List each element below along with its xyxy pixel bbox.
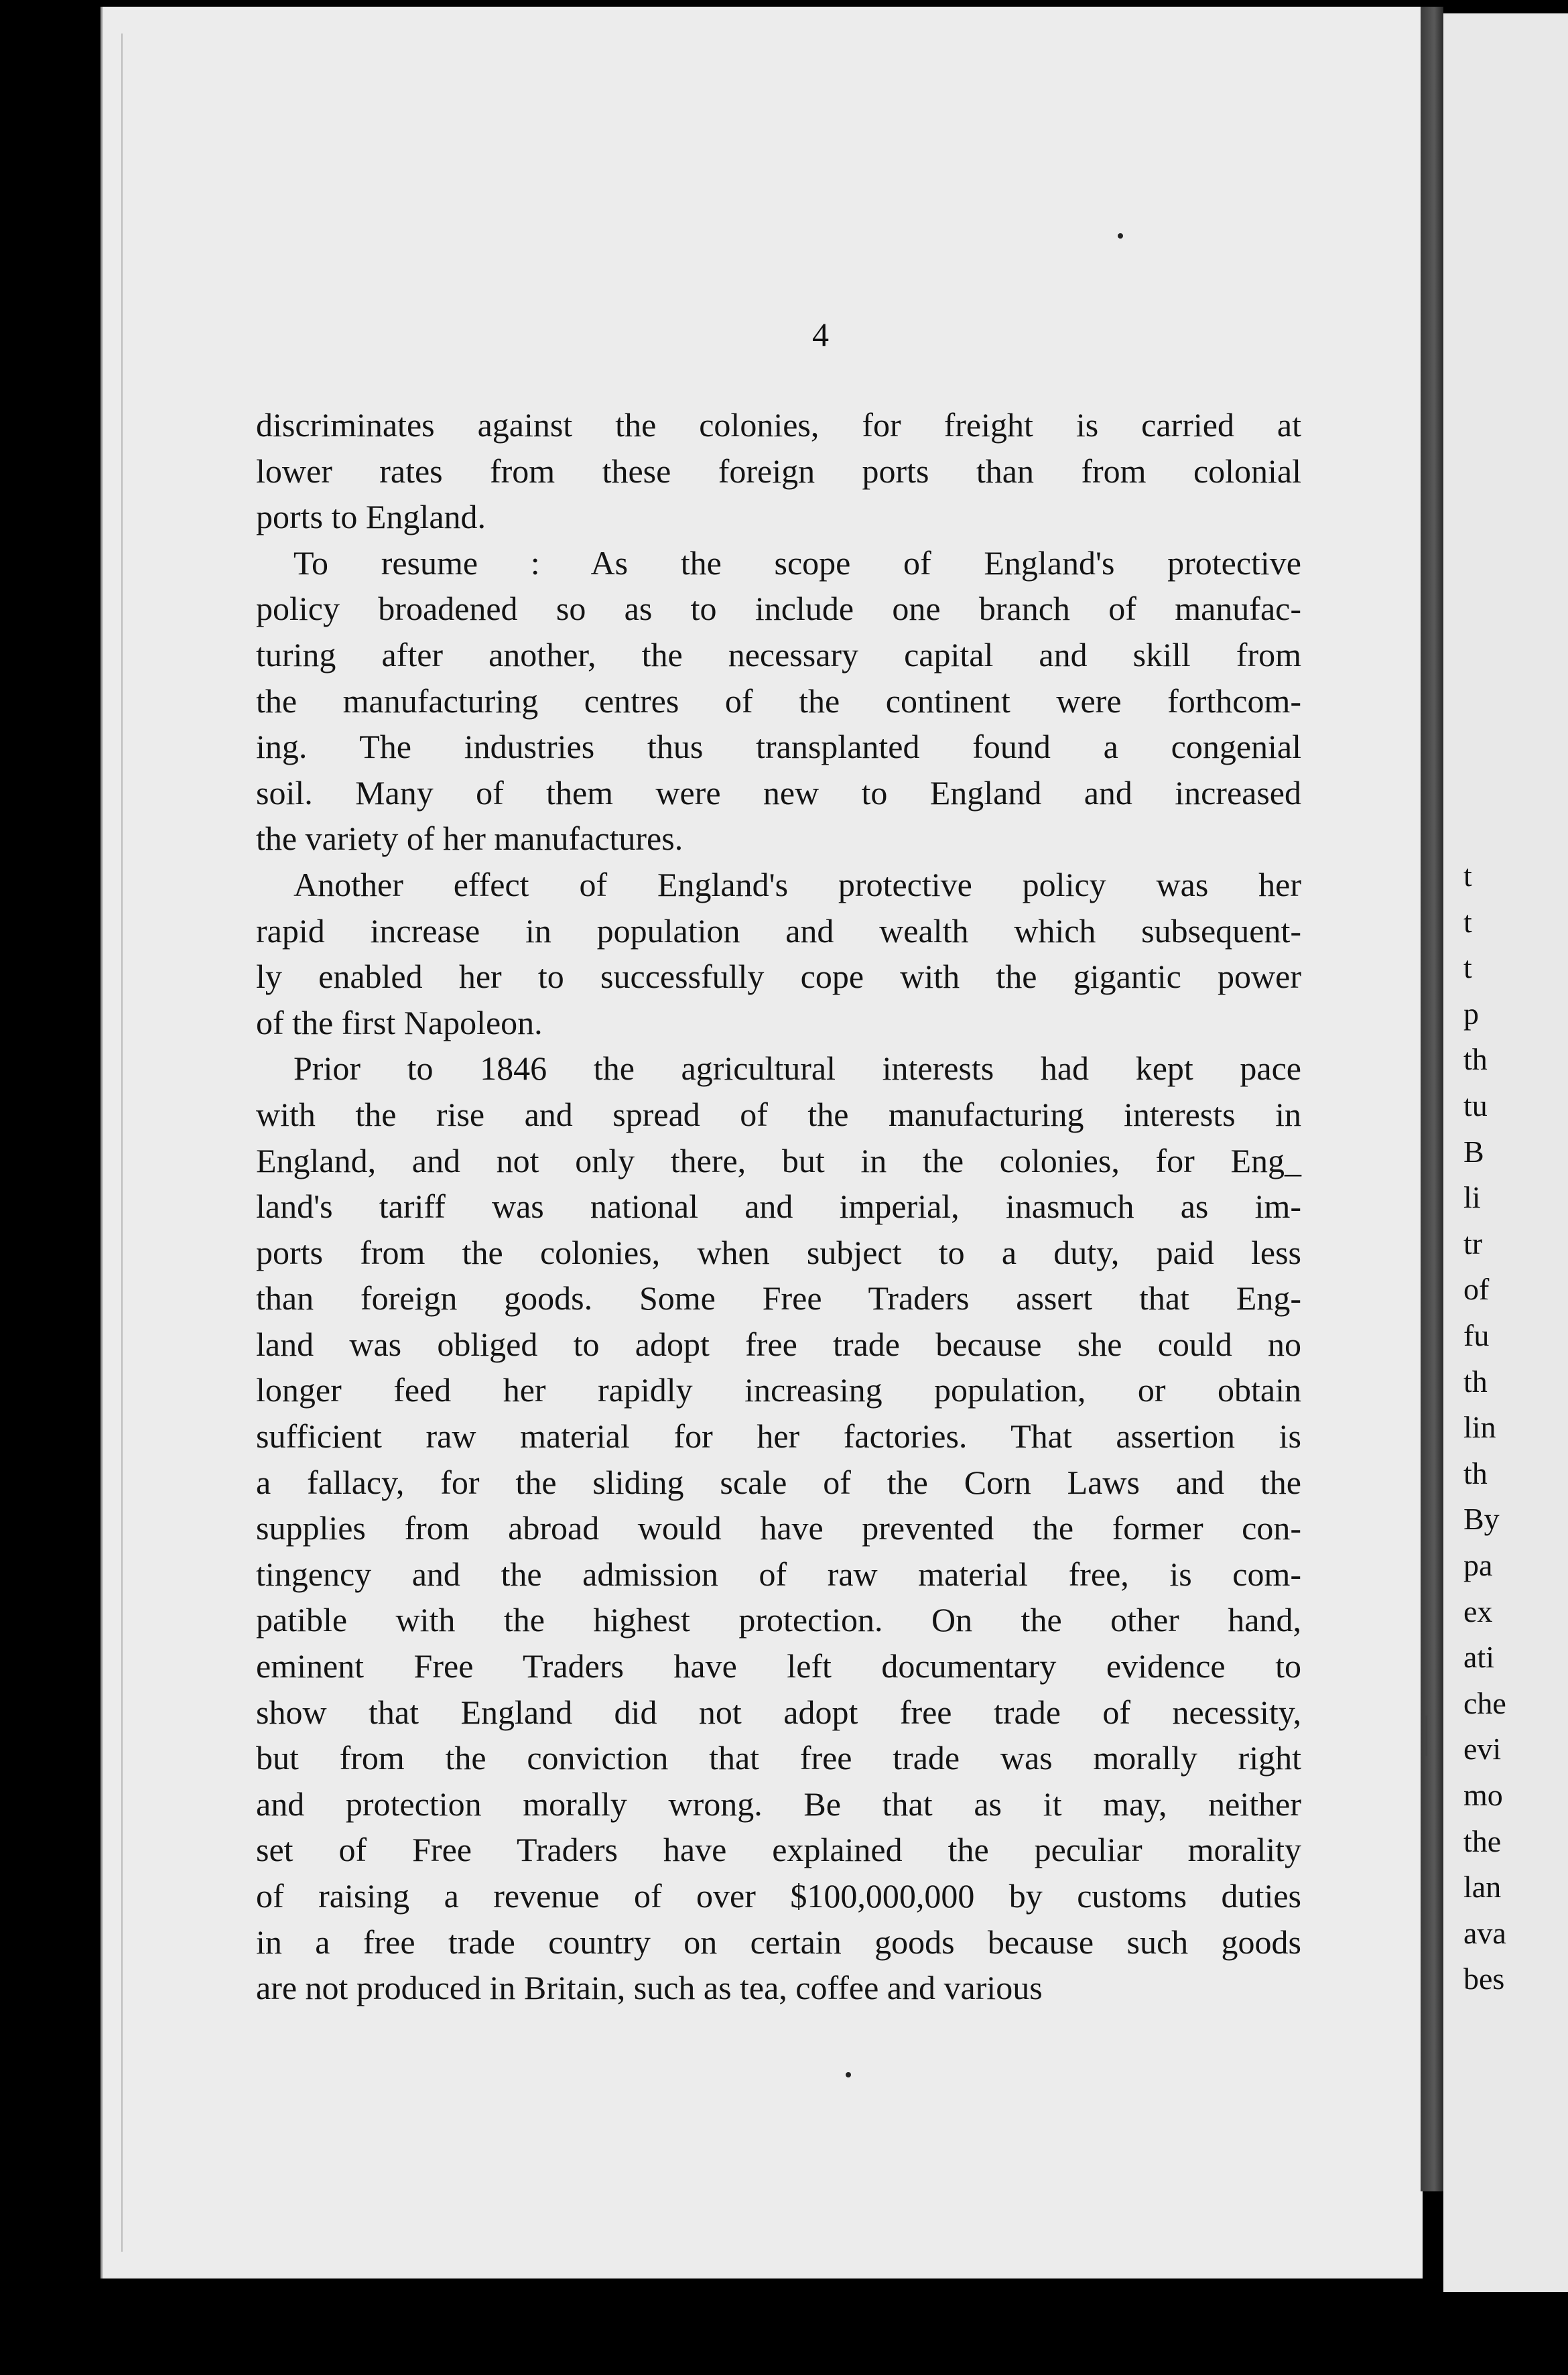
text-line: eminent Free Traders have left documentary evidence to [256,1647,1301,1685]
adjacent-page-text: t [1463,950,1472,985]
text-line: ing. The industries thus transplanted found a congenial [256,728,1301,766]
text-line: England, and not only there, but in the colonies, for Eng_ [256,1141,1301,1179]
adjacent-page-text: li [1463,1180,1481,1215]
text-line: land was obliged to adopt free trade because she could no [256,1325,1301,1363]
ink-dot [1118,233,1123,239]
adjacent-page-text: bes [1463,1962,1505,1996]
text-line: in a free trade country on certain goods because such goods [256,1923,1301,1961]
text-line: ports from the colonies, when subject to a duty, paid less [256,1233,1301,1271]
adjacent-page-text: lan [1463,1870,1502,1905]
body-text [256,402,1301,2011]
text-line: show that England did not adopt free trade of necessity, [256,1693,1301,1731]
adjacent-page-text: the [1463,1823,1502,1858]
adjacent-page-text: th [1463,1042,1488,1077]
adjacent-page-text: t [1463,904,1472,939]
adjacent-page-text: evi [1463,1732,1502,1767]
ink-mark [1425,1716,1427,1756]
adjacent-page-text: of [1463,1272,1490,1307]
text-line: set of Free Traders have explained the peculiar morality [256,1831,1301,1869]
book-spine [1421,7,1443,2191]
adjacent-page-text: ex [1463,1594,1493,1628]
text-line: of the first Napoleon. [256,1003,543,1041]
adjacent-page-text: B [1463,1134,1484,1169]
text-line: Another effect of England's protective policy was her [293,865,1301,903]
text-line: To resume : As the scope of England's protective [293,543,1301,582]
adjacent-page-text: p [1463,996,1479,1031]
text-line: policy broadened so as to include one branch of manufac- [256,590,1301,628]
ink-dot [846,2072,851,2077]
adjacent-page-text: th [1463,1364,1488,1399]
page-edge-line [121,34,123,2252]
text-line: the variety of her manufactures. [256,820,683,858]
text-line: are not produced in Britain, such as tea, coffee and various [256,1969,1043,2007]
adjacent-page-text: pa [1463,1548,1493,1582]
text-line: of raising a revenue of over $100,000,000 by customs duties [256,1877,1301,1915]
text-line: ports to England. [256,498,486,536]
text-line: ly enabled her to successfully cope with the gigantic power [256,958,1301,996]
text-line: patible with the highest protection. On the other hand, [256,1601,1301,1639]
adjacent-page-text: t [1463,858,1472,893]
adjacent-page-text: fu [1463,1318,1490,1352]
adjacent-page-text: ati [1463,1640,1494,1675]
text-line: a fallacy, for the sliding scale of the Corn Laws and the [256,1463,1301,1501]
adjacent-page-text: tr [1463,1226,1483,1261]
text-line: land's tariff was national and imperial, inasmuch as im- [256,1188,1301,1226]
text-line: rapid increase in population and wealth which subsequent- [256,911,1301,950]
text-line: Prior to 1846 the agricultural interests had kept pace [293,1049,1301,1088]
adjacent-page-text: mo [1463,1778,1503,1812]
adjacent-page-text: By [1463,1502,1500,1537]
adjacent-page-text: lin [1463,1410,1496,1445]
text-line: with the rise and spread of the manufacturing interests in [256,1095,1301,1133]
text-line: sufficient raw material for her factories. That assertion is [256,1417,1301,1456]
text-line: lower rates from these foreign ports than from colonial [256,452,1301,490]
text-line: but from the conviction that free trade was morally right [256,1739,1301,1777]
adjacent-page-text: che [1463,1685,1506,1720]
text-line: soil. Many of them were new to England and increased [256,773,1301,812]
text-line: discriminates against the colonies, for freight is carried at [256,406,1301,444]
text-line: than foreign goods. Some Free Traders assert that Eng- [256,1279,1301,1318]
page-number: 4 [812,316,829,353]
text-line: supplies from abroad would have prevented the former con- [256,1509,1301,1547]
adjacent-page-text: ava [1463,1915,1506,1950]
adjacent-page-fragment [1443,13,1568,2292]
adjacent-page-text: tu [1463,1088,1488,1122]
text-line: and protection morally wrong. Be that as it may, neither [256,1785,1301,1823]
text-line: longer feed her rapidly increasing population, or obtain [256,1371,1301,1409]
adjacent-page-text: th [1463,1456,1488,1490]
text-line: the manufacturing centres of the continent were forthcom- [256,682,1301,720]
text-line: turing after another, the necessary capital and skill from [256,635,1301,673]
text-line: tingency and the admission of raw material free, is com- [256,1555,1301,1593]
